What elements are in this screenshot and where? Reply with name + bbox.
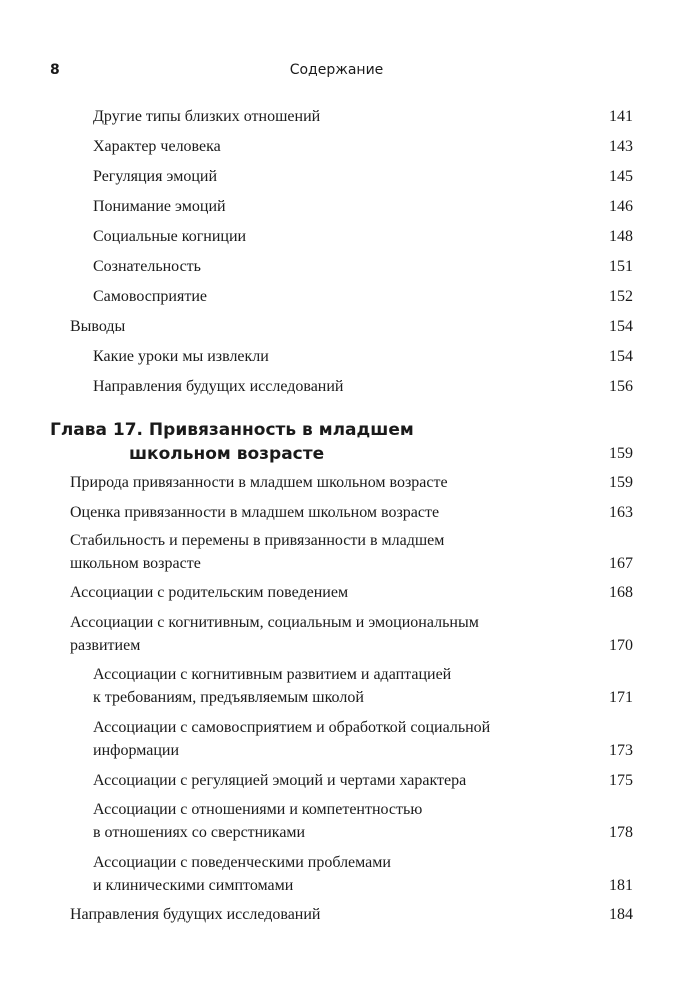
toc-entry-title: Ассоциации с регуляцией эмоций и чертами характера bbox=[93, 772, 467, 789]
toc-section-title: Направления будущих исследований bbox=[70, 906, 321, 923]
toc-entry-page: 178 bbox=[609, 824, 633, 841]
toc-entry-page: 173 bbox=[609, 742, 633, 759]
toc-entry-title: Характер человека bbox=[93, 138, 221, 155]
toc-entry-title: Другие типы близких отношений bbox=[93, 108, 321, 125]
toc-entry-page: 148 bbox=[609, 228, 633, 245]
toc-entry-page: 159 bbox=[609, 474, 633, 491]
toc-entry-page: 175 bbox=[609, 772, 633, 789]
toc-entry-page: 151 bbox=[609, 258, 633, 275]
toc-entry-title: Регуляция эмоций bbox=[93, 168, 218, 185]
toc-section-title-cont: школьном возрасте bbox=[70, 555, 201, 572]
toc-section-title: Ассоциации с когнитивным, социальным и эмоциональным bbox=[70, 614, 479, 631]
toc-section-title: Ассоциации с родительским поведением bbox=[70, 584, 349, 601]
toc-entry-title: Понимание эмоций bbox=[93, 198, 226, 215]
toc-entry-page: 171 bbox=[609, 689, 633, 706]
toc-section-conclusions: Выводы bbox=[70, 318, 126, 335]
toc-entry-page: 152 bbox=[609, 288, 633, 305]
page-header bbox=[0, 62, 673, 82]
toc-section-title: Природа привязанности в младшем школьном возрасте bbox=[70, 474, 448, 491]
toc-entry-page: 143 bbox=[609, 138, 633, 155]
toc-entry-page: 154 bbox=[609, 318, 633, 335]
toc-entry-title: Какие уроки мы извлекли bbox=[93, 348, 269, 365]
toc-entry-page: 154 bbox=[609, 348, 633, 365]
toc-section-title-cont: развитием bbox=[70, 637, 141, 654]
chapter-page: 159 bbox=[609, 445, 633, 462]
toc-entry-page: 145 bbox=[609, 168, 633, 185]
toc-entry-page: 156 bbox=[609, 378, 633, 395]
toc-entry-page: 181 bbox=[609, 877, 633, 894]
toc-entry-page: 170 bbox=[609, 637, 633, 654]
toc-entry-title: Самовосприятие bbox=[93, 288, 207, 305]
toc-entry-page: 146 bbox=[609, 198, 633, 215]
toc-entry-title: Ассоциации с поведенческими проблемами bbox=[93, 854, 391, 871]
chapter-heading: Глава 17. Привязанность в младшем bbox=[50, 420, 414, 440]
toc-entry-page: 141 bbox=[609, 108, 633, 125]
toc-entry-title: Социальные когниции bbox=[93, 228, 247, 245]
toc-section-title: Оценка привязанности в младшем школьном возрасте bbox=[70, 504, 440, 521]
toc-entry-title: Сознательность bbox=[93, 258, 201, 275]
running-head: Содержание bbox=[289, 62, 384, 78]
toc-entry-page: 168 bbox=[609, 584, 633, 601]
chapter-heading-cont: школьном возрасте bbox=[129, 444, 325, 464]
toc-entry-title-cont: информации bbox=[93, 742, 180, 759]
toc-entry-page: 163 bbox=[609, 504, 633, 521]
toc-entry-title-cont: к требованиям, предъявляемым школой bbox=[93, 689, 364, 706]
toc-entry-page: 184 bbox=[609, 906, 633, 923]
toc-entry-title-cont: в отношениях со сверстниками bbox=[93, 824, 306, 841]
toc-entry-title: Ассоциации с когнитивным развитием и адаптацией bbox=[93, 666, 452, 683]
page-number: 8 bbox=[50, 62, 60, 78]
toc-entry-title: Направления будущих исследований bbox=[93, 378, 344, 395]
toc-entry-title-cont: и клиническими симптомами bbox=[93, 877, 294, 894]
toc-section-title: Стабильность и перемены в привязанности в младшем bbox=[70, 532, 445, 549]
toc-entry-page: 167 bbox=[609, 555, 633, 572]
toc-entry-title: Ассоциации с самовосприятием и обработкой социальной bbox=[93, 719, 491, 736]
toc-entry-title: Ассоциации с отношениями и компетентностью bbox=[93, 801, 423, 818]
